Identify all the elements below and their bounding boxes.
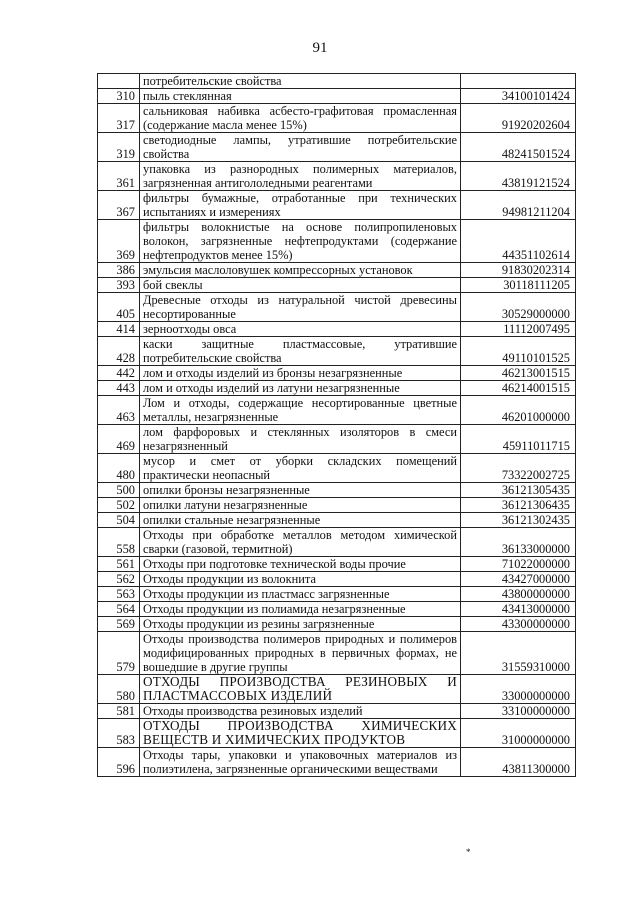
row-number: 581 [98, 704, 140, 719]
table-row [98, 396, 576, 425]
waste-code: 91920202604 [461, 104, 576, 133]
row-number: 562 [98, 572, 140, 587]
table-row [98, 572, 576, 587]
waste-name: опилки латуни незагрязненные [140, 498, 461, 513]
table-row [98, 133, 576, 162]
table-row [98, 322, 576, 337]
waste-code: 33100000000 [461, 704, 576, 719]
row-number: 393 [98, 278, 140, 293]
table-row [98, 191, 576, 220]
waste-name: ОТХОДЫ ПРОИЗВОДСТВА РЕЗИНОВЫХ И ПЛАСТМАССОВЫХ ИЗДЕЛИЙ [140, 675, 461, 704]
waste-name: лом и отходы изделий из латуни незагрязненные [140, 381, 461, 396]
waste-name: лом и отходы изделий из бронзы незагрязненные [140, 366, 461, 381]
waste-code: 34100101424 [461, 89, 576, 104]
waste-code: 31559310000 [461, 632, 576, 675]
row-number: 463 [98, 396, 140, 425]
table-row [98, 104, 576, 133]
row-number: 367 [98, 191, 140, 220]
waste-code: 94981211204 [461, 191, 576, 220]
waste-code: 46201000000 [461, 396, 576, 425]
waste-name: Отходы продукции из пластмасс загрязненные [140, 587, 461, 602]
waste-code: 11112007495 [461, 322, 576, 337]
row-number: 317 [98, 104, 140, 133]
table-row [98, 337, 576, 366]
table-row [98, 454, 576, 483]
waste-code: 73322002725 [461, 454, 576, 483]
waste-name: опилки стальные незагрязненные [140, 513, 461, 528]
row-number: 443 [98, 381, 140, 396]
footer-mark: * [466, 847, 471, 857]
row-number: 583 [98, 719, 140, 748]
row-number: 563 [98, 587, 140, 602]
row-number: 414 [98, 322, 140, 337]
row-number: 319 [98, 133, 140, 162]
table-row [98, 162, 576, 191]
row-number: 504 [98, 513, 140, 528]
waste-name: каски защитные пластмассовые, утратившие потребительские свойства [140, 337, 461, 366]
table-row [98, 89, 576, 104]
waste-name: эмульсия маслоловушек компрессорных установок [140, 263, 461, 278]
waste-name: Отходы продукции из резины загрязненные [140, 617, 461, 632]
waste-name: пыль стеклянная [140, 89, 461, 104]
table-row [98, 74, 576, 89]
waste-code: 30529000000 [461, 293, 576, 322]
table-body [98, 74, 576, 777]
waste-name: сальниковая набивка асбесто-графитовая промасленная (содержание масла менее 15%) [140, 104, 461, 133]
table-row [98, 632, 576, 675]
table-row [98, 528, 576, 557]
row-number: 580 [98, 675, 140, 704]
row-number: 405 [98, 293, 140, 322]
waste-name: Отходы продукции из волокнита [140, 572, 461, 587]
table-row [98, 263, 576, 278]
row-number: 428 [98, 337, 140, 366]
waste-name: Отходы при обработке металлов методом химической сварки (газовой, термитной) [140, 528, 461, 557]
row-number: 596 [98, 748, 140, 777]
waste-name: Древесные отходы из натуральной чистой древесины несортированные [140, 293, 461, 322]
waste-name: Отходы тары, упаковки и упаковочных материалов из полиэтилена, загрязненные органическими веществами [140, 748, 461, 777]
waste-name: фильтры волокнистые на основе полипропиленовых волокон, загрязненные нефтепродуктами (содержание нефтепродуктов менее 15%) [140, 220, 461, 263]
row-number: 561 [98, 557, 140, 572]
row-number: 469 [98, 425, 140, 454]
table-row [98, 366, 576, 381]
waste-code: 49110101525 [461, 337, 576, 366]
waste-code: 30118111205 [461, 278, 576, 293]
table-row [98, 704, 576, 719]
table-row [98, 513, 576, 528]
waste-name: опилки бронзы незагрязненные [140, 483, 461, 498]
table-row [98, 557, 576, 572]
waste-code: 36121306435 [461, 498, 576, 513]
waste-code: 31000000000 [461, 719, 576, 748]
waste-code: 45911011715 [461, 425, 576, 454]
waste-code: 43413000000 [461, 602, 576, 617]
table-row [98, 483, 576, 498]
page-number: 91 [312, 40, 328, 56]
row-number: 386 [98, 263, 140, 278]
waste-code [461, 74, 576, 89]
waste-code: 91830202314 [461, 263, 576, 278]
row-number: 361 [98, 162, 140, 191]
table-row [98, 602, 576, 617]
waste-name: лом фарфоровых и стеклянных изоляторов в смеси незагрязненный [140, 425, 461, 454]
waste-code: 43819121524 [461, 162, 576, 191]
table-row [98, 719, 576, 748]
row-number: 569 [98, 617, 140, 632]
waste-code: 44351102614 [461, 220, 576, 263]
table-row [98, 498, 576, 513]
table-row [98, 617, 576, 632]
waste-code: 71022000000 [461, 557, 576, 572]
waste-code: 36121305435 [461, 483, 576, 498]
waste-code: 43800000000 [461, 587, 576, 602]
waste-code: 46214001515 [461, 381, 576, 396]
waste-name: ОТХОДЫ ПРОИЗВОДСТВА ХИМИЧЕСКИХ ВЕЩЕСТВ И ХИМИЧЕСКИХ ПРОДУКТОВ [140, 719, 461, 748]
waste-name: зерноотходы овса [140, 322, 461, 337]
table-row [98, 278, 576, 293]
waste-name: светодиодные лампы, утратившие потребительские свойства [140, 133, 461, 162]
waste-name: бой свеклы [140, 278, 461, 293]
waste-name: фильтры бумажные, отработанные при технических испытаниях и измерениях [140, 191, 461, 220]
waste-name: Отходы производства полимеров природных и полимеров модифицированных природных в первичных формах, не вошедшие в другие группы [140, 632, 461, 675]
waste-name: Отходы продукции из полиамида незагрязненные [140, 602, 461, 617]
waste-name: Отходы производства резиновых изделий [140, 704, 461, 719]
waste-name: Отходы при подготовке технической воды прочие [140, 557, 461, 572]
row-number [98, 74, 140, 89]
waste-code: 43427000000 [461, 572, 576, 587]
table-row [98, 220, 576, 263]
row-number: 369 [98, 220, 140, 263]
row-number: 579 [98, 632, 140, 675]
table-row [98, 748, 576, 777]
row-number: 564 [98, 602, 140, 617]
waste-code: 48241501524 [461, 133, 576, 162]
waste-name: упаковка из разнородных полимерных материалов, загрязненная антигололедными реагентами [140, 162, 461, 191]
table-row [98, 381, 576, 396]
waste-code: 46213001515 [461, 366, 576, 381]
row-number: 310 [98, 89, 140, 104]
row-number: 442 [98, 366, 140, 381]
waste-code: 43811300000 [461, 748, 576, 777]
table-row [98, 425, 576, 454]
waste-code: 36133000000 [461, 528, 576, 557]
row-number: 558 [98, 528, 140, 557]
waste-code: 33000000000 [461, 675, 576, 704]
table-row [98, 675, 576, 704]
waste-code: 36121302435 [461, 513, 576, 528]
waste-name: мусор и смет от уборки складских помещений практически неопасный [140, 454, 461, 483]
table-row [98, 587, 576, 602]
row-number: 500 [98, 483, 140, 498]
row-number: 480 [98, 454, 140, 483]
waste-name: потребительские свойства [140, 74, 461, 89]
waste-code: 43300000000 [461, 617, 576, 632]
waste-name: Лом и отходы, содержащие несортированные цветные металлы, незагрязненные [140, 396, 461, 425]
table-row [98, 293, 576, 322]
waste-codes-table [97, 73, 576, 777]
row-number: 502 [98, 498, 140, 513]
